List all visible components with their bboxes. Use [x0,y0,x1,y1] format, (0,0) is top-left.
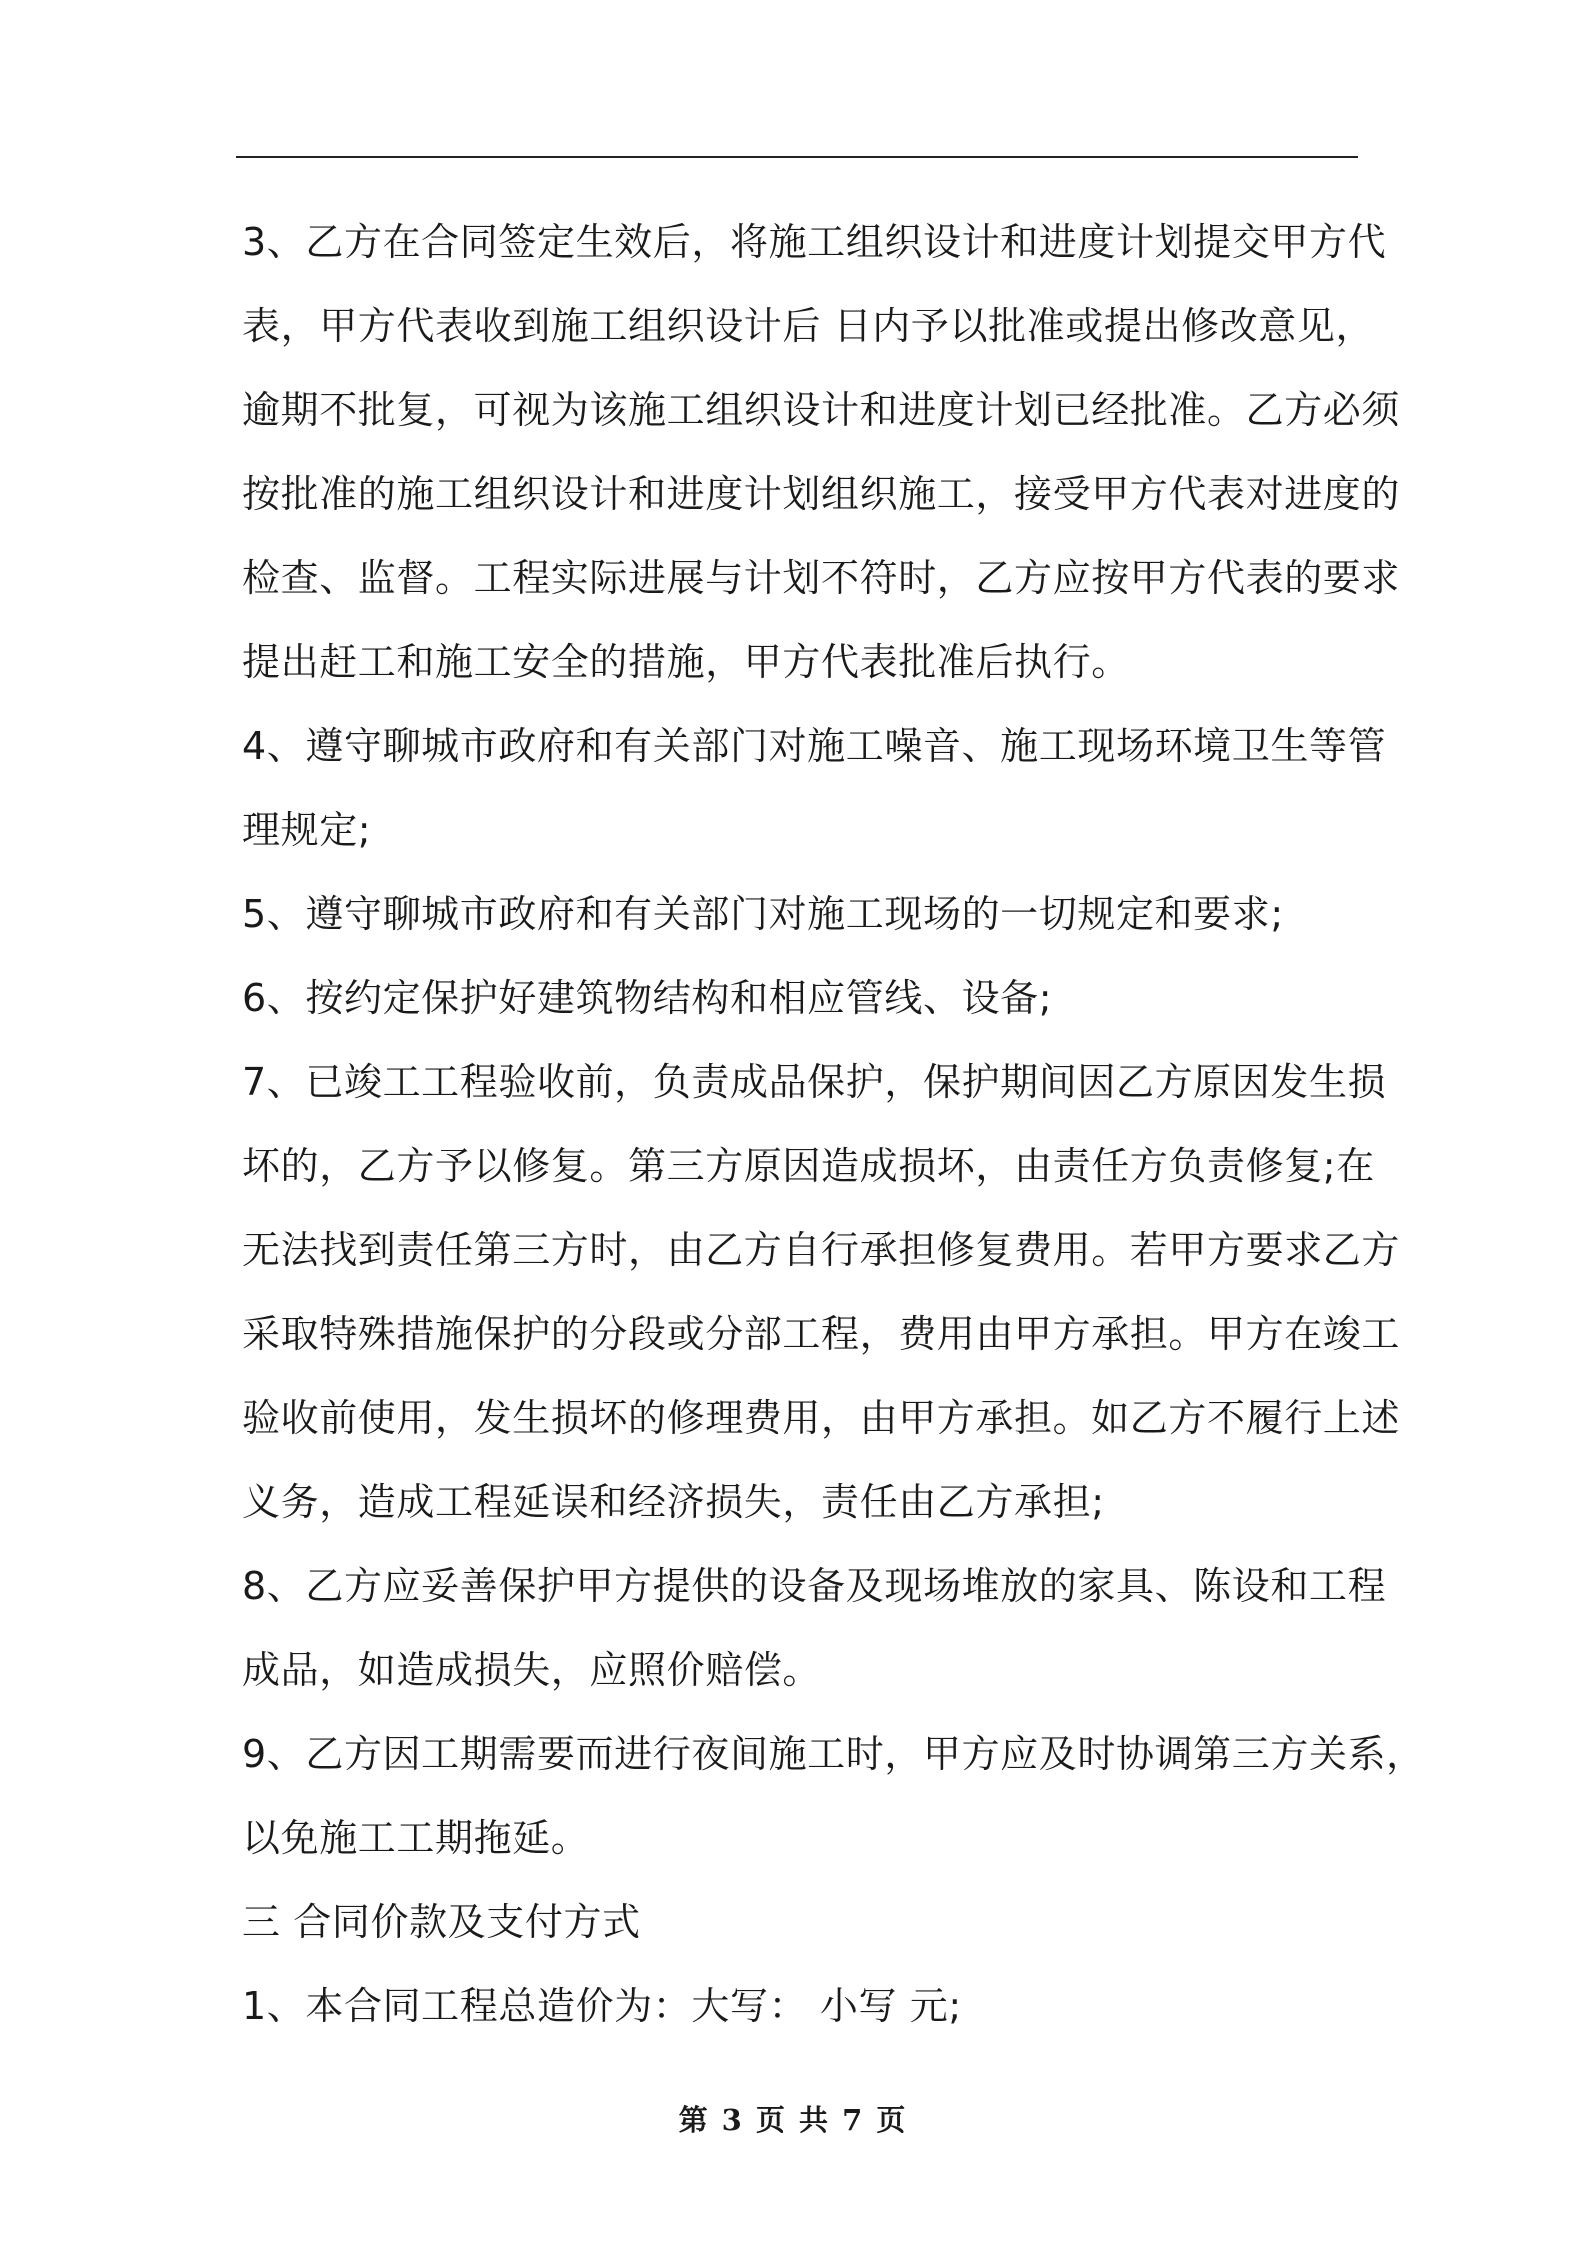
page-number: 第 3 页 共 7 页 [678,2103,908,2137]
text-line: 5、遵守聊城市政府和有关部门对施工现场的一切规定和要求; [242,892,1284,936]
document-body [242,200,1425,2048]
text-line: 逾期不批复，可视为该施工组织设计和进度计划已经批准。乙方必须 [242,388,1401,432]
text-line: 9、乙方因工期需要而进行夜间施工时，甲方应及时协调第三方关系， [242,1732,1425,1776]
text-line: 8、乙方应妥善保护甲方提供的设备及现场堆放的家具、陈设和工程 [242,1564,1387,1608]
text-line: 坏的，乙方予以修复。第三方原因造成损坏，由责任方负责修复;在 [242,1144,1375,1188]
text-line: 提出赶工和施工安全的措施，甲方代表批准后执行。 [242,640,1130,684]
text-line: 按批准的施工组织设计和进度计划组织施工，接受甲方代表对进度的 [242,472,1401,516]
text-line: 1、本合同工程总造价为：大写： 小写 元; [242,1984,962,2028]
text-line: 7、已竣工工程验收前，负责成品保护，保护期间因乙方原因发生损 [242,1060,1387,1104]
text-line: 成品，如造成损失，应照价赔偿。 [242,1648,822,1692]
text-line: 验收前使用，发生损坏的修理费用，由甲方承担。如乙方不履行上述 [242,1396,1401,1440]
text-line: 理规定; [242,808,372,852]
header-rule [236,156,1358,158]
text-line: 检查、监督。工程实际进展与计划不符时，乙方应按甲方代表的要求 [242,556,1401,600]
text-line: 6、按约定保护好建筑物结构和相应管线、设备; [242,976,1053,1020]
text-line: 以免施工工期拖延。 [242,1816,590,1860]
text-line: 表，甲方代表收到施工组织设计后 日内予以批准或提出修改意见， [242,304,1375,348]
text-line: 义务，造成工程延误和经济损失，责任由乙方承担; [242,1480,1105,1524]
text-line: 3、乙方在合同签定生效后，将施工组织设计和进度计划提交甲方代 [242,220,1387,264]
text-line: 无法找到责任第三方时，由乙方自行承担修复费用。若甲方要求乙方 [242,1228,1401,1272]
text-line: 4、遵守聊城市政府和有关部门对施工噪音、施工现场环境卫生等管 [242,724,1387,768]
section-heading: 三 合同价款及支付方式 [242,1900,641,1944]
text-line: 采取特殊措施保护的分段或分部工程，费用由甲方承担。甲方在竣工 [242,1312,1401,1356]
